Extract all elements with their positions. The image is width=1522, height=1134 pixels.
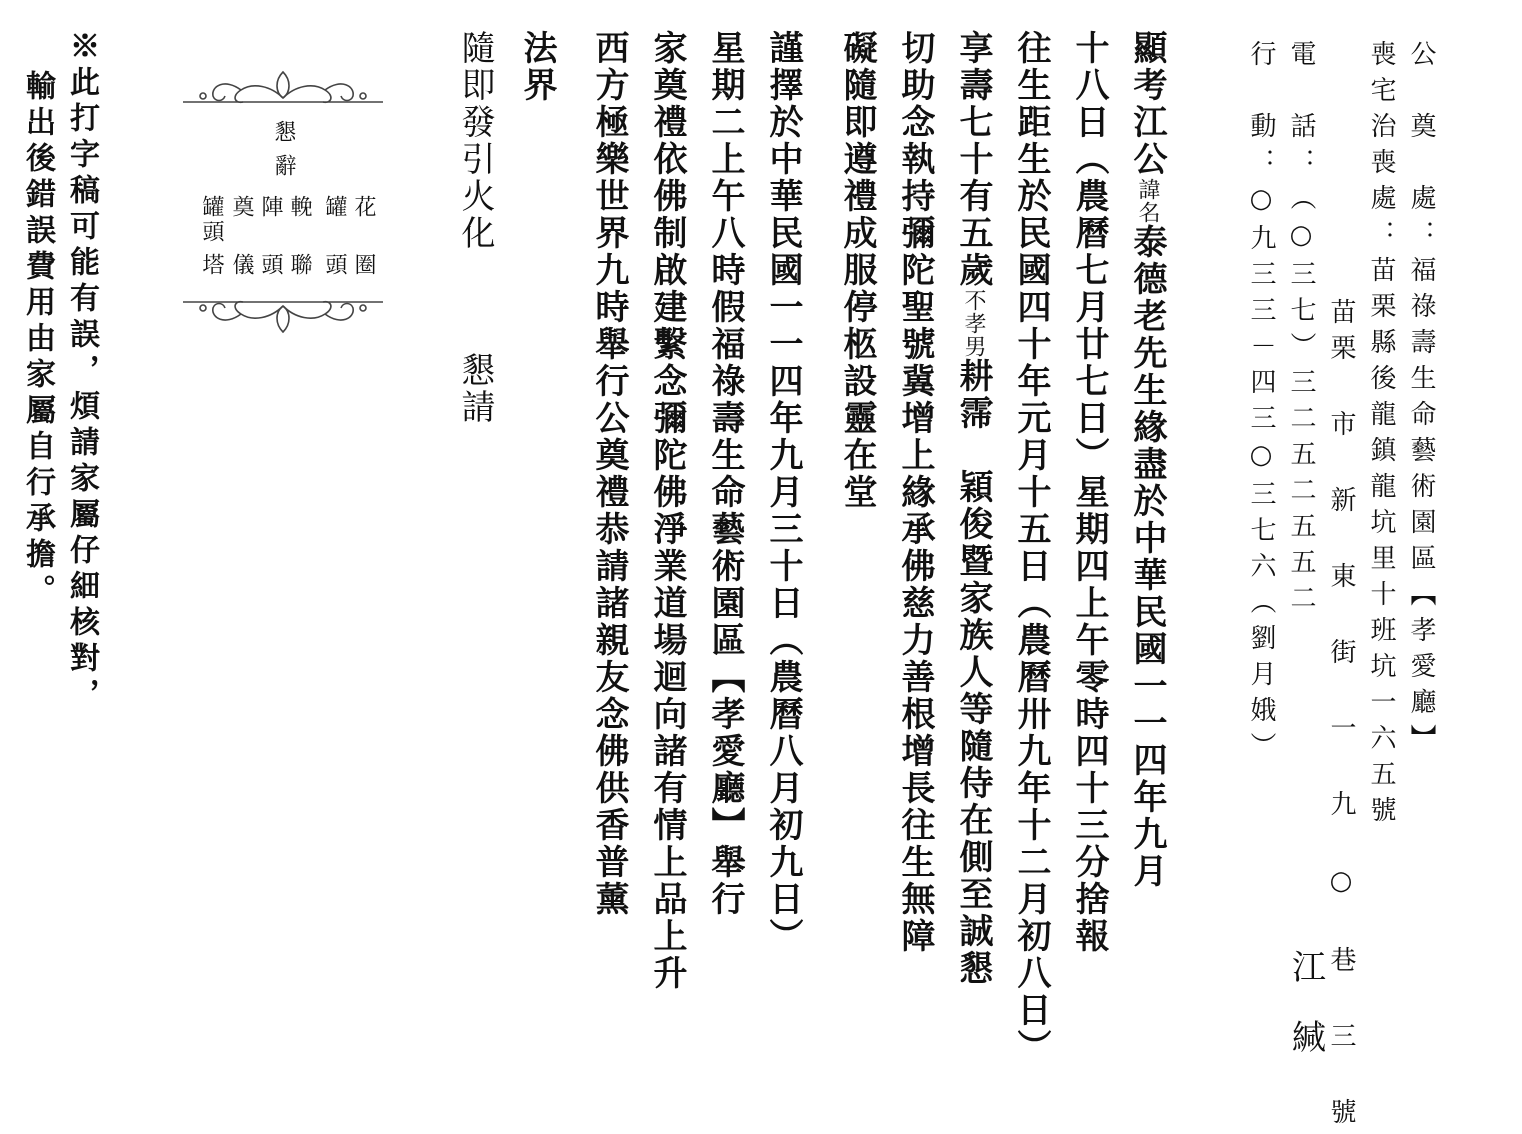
deceased-name-line: 泰德老先生緣盡於中華民國一一四年九月 — [1127, 224, 1167, 890]
obituary-col-11: 法界 — [517, 30, 557, 104]
top-flourish-ornament — [183, 64, 383, 114]
obituary-col-12b: 懇請 — [455, 352, 495, 426]
declined-item: 塔 — [199, 253, 224, 278]
declined-item: 圈 — [351, 253, 376, 278]
taboo-name-note: 諱名 — [1135, 178, 1160, 224]
declined-title-1: 懇 — [271, 120, 296, 142]
declined-item: 輓 — [287, 195, 312, 220]
signer-seal-mark: 緘 — [1292, 1018, 1326, 1058]
declined-item: 陣 — [258, 195, 283, 220]
obituary-col-9: 家奠禮依佛制啟建繫念彌陀佛淨業道場迴向諸有情上品上升 — [647, 30, 687, 992]
obituary-col-4 — [953, 30, 993, 987]
obituary-col-6: 礙隨即遵禮成服停柩設靈在堂 — [837, 30, 877, 511]
obituary-col-1 — [1127, 30, 1167, 890]
home-address-line: 喪宅治喪處：苗栗縣後龍鎮龍坑里十班坑一六五號 — [1366, 40, 1396, 832]
declined-item: 罐 — [322, 195, 347, 220]
phone-line: 電 話：（○三七）三二五二五五二 — [1286, 40, 1316, 620]
declined-item: 奠 — [229, 195, 254, 220]
obituary-col-12a: 隨即發引火化 — [455, 30, 495, 252]
declined-item: 儀 — [229, 253, 254, 278]
declined-item: 頭 — [322, 253, 347, 278]
obituary-col-8: 星期二上午八時假福祿壽生命藝術園區【孝愛廳】舉行 — [705, 30, 745, 918]
declined-item: 花 — [351, 195, 376, 220]
bottom-flourish-ornament — [183, 290, 383, 340]
obituary-col-10: 西方極樂世界九時舉行公奠禮恭請諸親友念佛供香普薰 — [589, 30, 629, 918]
family-names: 耕霈 穎俊暨家族人等隨侍在側至誠懇 — [953, 358, 993, 987]
address-line-2: 苗栗 市 新 東 街 一 九 ○ 巷 三 號 — [1326, 298, 1356, 1134]
venue-line: 公 奠 處：福祿壽生命藝術園區【孝愛廳】 — [1406, 40, 1436, 760]
disclaimer-line-2: 輸出後錯誤費用由家屬自行承擔。 — [20, 70, 55, 610]
obituary-col-2: 十八日（農曆七月廿七日）星期四上午零時四十三分捨報 — [1069, 30, 1109, 955]
obituary-col-5: 切助念執持彌陀聖號冀增上緣承佛慈力善根增長往生無障 — [895, 30, 935, 955]
disclaimer-line-1: ※此打字稿可能有誤，煩請家屬仔細核對， — [64, 30, 99, 714]
signer-surname: 江 — [1292, 948, 1326, 988]
declined-item: 聯 — [287, 253, 312, 278]
declined-title-2: 辭 — [271, 154, 296, 176]
filial-son-note: 不孝男 — [961, 289, 986, 358]
obituary-col-3: 往生距生於民國四十年元月十五日（農曆卅九年十二月初八日） — [1011, 30, 1051, 1066]
obituary-col-7: 謹擇於中華民國一一四年九月三十日（農曆八月初九日） — [763, 30, 803, 955]
deceased-honorific: 顯考江公 — [1127, 30, 1167, 178]
mobile-line: 行 動：○九三三－四三○三七六（劉月娥） — [1246, 40, 1276, 768]
age-text: 享壽七十有五歲 — [953, 30, 993, 289]
declined-item: 頭 — [258, 253, 283, 278]
declined-item: 罐頭 — [199, 195, 224, 245]
